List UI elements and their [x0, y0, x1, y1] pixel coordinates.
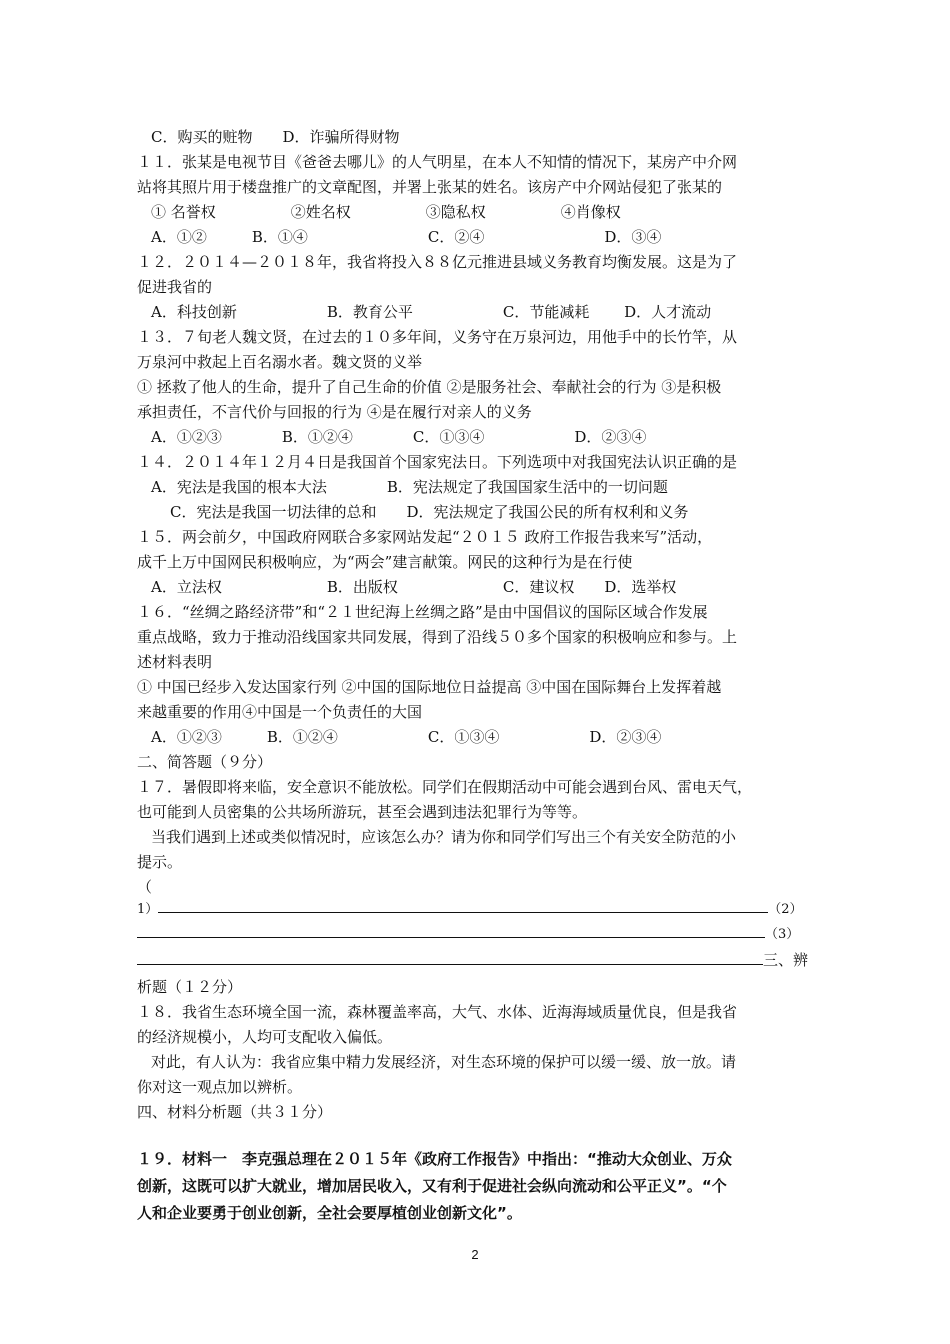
question-11: １１．张某是电视节目《爸爸去哪儿》的人气明星，在本人不知情的情况下，某房产中介网 [137, 153, 738, 171]
question-19-cont: 创新，这既可以扩大就业，增加居民收入，又有利于促进社会纵向流动和公平正义”。“个 [137, 1177, 727, 1195]
answer-line[interactable] [137, 952, 763, 965]
question-13-cont: 万泉河中救起上百名溺水者。魏文贤的义举 [137, 353, 423, 371]
statement-line: ① 中国已经步入发达国家行列 ②中国的国际地位日益提高 ③中国在国际舞台上发挥着越 [137, 678, 722, 696]
question-17-cont: 提示。 [137, 853, 183, 871]
option-line: A．①② B．①④ C．②④ D．③④ [151, 228, 662, 246]
option-line: A．①②③ B．①②④ C．①③④ D．②③④ [151, 428, 647, 446]
answer-line[interactable] [158, 900, 768, 913]
page-number: 2 [471, 1247, 479, 1262]
question-16: １６．“丝绸之路经济带”和“２１世纪海上丝绸之路”是由中国倡议的国际区域合作发展 [137, 603, 708, 621]
question-17-cont: 也可能到人员密集的公共场所游玩，甚至会遇到违法犯罪行为等等。 [137, 803, 588, 821]
question-19: １９．材料一 李克强总理在２０１５年《政府工作报告》中指出：“推动大众创业、万众 [137, 1150, 732, 1168]
blank-prefix: 1） [137, 902, 159, 917]
section-heading: 四、材料分析题（共３１分） [137, 1103, 333, 1121]
answer-line[interactable] [137, 925, 765, 938]
question-19-cont: 人和企业要勇于创业创新，全社会要厚植创业创新文化”。 [137, 1204, 522, 1222]
statement-line: ① 拯救了他人的生命，提升了自己生命的价值 ②是服务社会、奉献社会的行为 ③是积极 [137, 378, 722, 396]
option-line: C．购买的赃物 D．诈骗所得财物 [151, 128, 400, 146]
question-17-cont: 当我们遇到上述或类似情况时，应该怎么办？请为你和同学们写出三个有关安全防范的小 [151, 828, 737, 846]
question-15: １５．两会前夕，中国政府网联合多家网站发起“２０１５ 政府工作报告我来写”活动， [137, 528, 713, 546]
question-17: １７．暑假即将来临，安全意识不能放松。同学们在假期活动中可能会遇到台风、雷电天气， [137, 778, 753, 796]
answer-blank-3 [137, 950, 808, 972]
option-line: A．①②③ B．①②④ C．①③④ D．②③④ [151, 728, 662, 746]
question-12-cont: 促进我省的 [137, 278, 213, 296]
question-12: １２．２０１４—２０１８年，我省将投入８８亿元推进县域义务教育均衡发展。这是为了 [137, 253, 738, 271]
section-heading: 析题（１２分） [137, 978, 243, 996]
question-16-cont: 述材料表明 [137, 653, 213, 671]
question-14: １４．２０１４年１２月４日是我国首个国家宪法日。下列选项中对我国宪法认识正确的是 [137, 453, 738, 471]
statement-line: ① 名誉权 ②姓名权 ③隐私权 ④肖像权 [151, 203, 621, 221]
question-18-cont: 对此，有人认为：我省应集中精力发展经济，对生态环境的保护可以缓一缓、放一放。请 [151, 1053, 737, 1071]
answer-blank-2 [137, 925, 799, 945]
option-line: A．立法权 B．出版权 C．建议权 D．选举权 [151, 578, 677, 596]
bracket-mark: （ [137, 878, 153, 896]
blank-suffix: （3） [765, 927, 800, 942]
question-15-cont: 成千上万中国网民积极响应，为“两会”建言献策。网民的这种行为是在行使 [137, 553, 633, 571]
statement-line: 来越重要的作用④中国是一个负责任的大国 [137, 703, 423, 721]
question-18-cont: 你对这一观点加以辨析。 [137, 1078, 303, 1096]
question-18: １８．我省生态环境全国一流，森林覆盖率高，大气、水体、近海海域质量优良，但是我省 [137, 1003, 738, 1021]
option-line: A．科技创新 B．教育公平 C．节能减耗 D．人才流动 [151, 303, 712, 321]
section-heading: 二、简答题（９分） [137, 753, 273, 771]
question-11-cont: 站将其照片用于楼盘推广的文章配图，并署上张某的姓名。该房产中介网站侵犯了张某的 [137, 178, 723, 196]
statement-line: 承担责任，不言代价与回报的行为 ④是在履行对亲人的义务 [137, 403, 532, 421]
section-heading-start: 三、辨 [763, 951, 809, 969]
option-line: A．宪法是我国的根本大法 B．宪法规定了我国国家生活中的一切问题 [151, 478, 668, 496]
answer-blank-1 [137, 900, 803, 920]
question-16-cont: 重点战略，致力于推动沿线国家共同发展，得到了沿线５０多个国家的积极响应和参与。上 [137, 628, 738, 646]
question-18-cont: 的经济规模小，人均可支配收入偏低。 [137, 1028, 393, 1046]
option-line: C．宪法是我国一切法律的总和 D．宪法规定了我国公民的所有权利和义务 [170, 503, 689, 521]
question-13: １３．７旬老人魏文贤，在过去的１０多年间，义务守在万泉河边，用他手中的长竹竿，从 [137, 328, 738, 346]
blank-suffix: （2） [768, 902, 803, 917]
